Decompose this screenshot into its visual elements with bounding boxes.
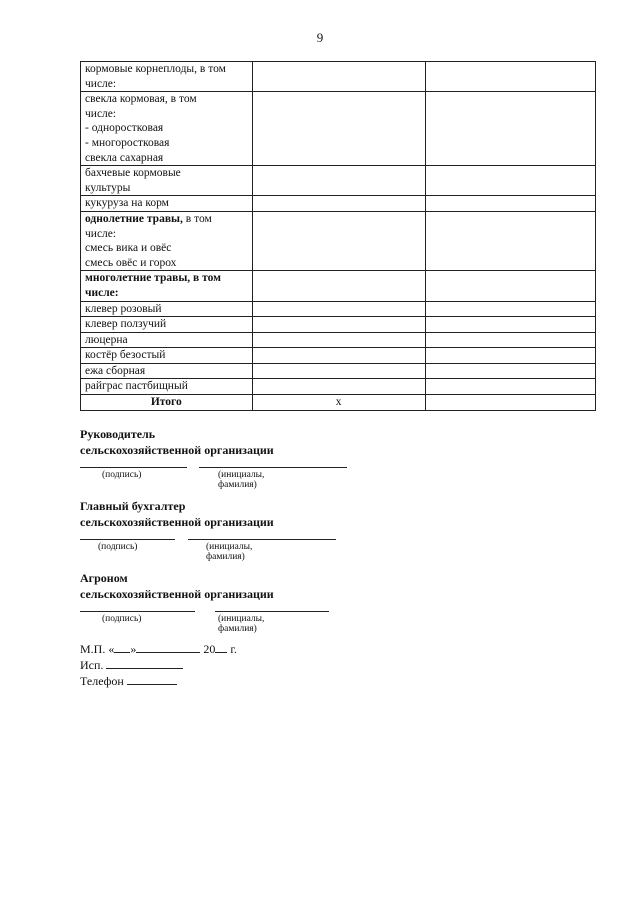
crops-table: [80, 61, 596, 411]
crops-table-body: [81, 62, 596, 411]
crop-name-cell: [81, 379, 253, 395]
year-suffix: г.: [230, 642, 237, 656]
accountant-name-line: [188, 539, 336, 540]
table-row: [81, 196, 596, 212]
crop-name-line: кукуруза на корм: [85, 197, 169, 210]
table-row: [81, 166, 596, 196]
mp-prefix: М.П. «: [80, 642, 115, 656]
crop-name-line: числе:: [85, 77, 117, 90]
crop-name-cell: [81, 317, 253, 333]
year-blank: [215, 641, 227, 653]
crop-name-line: числе:: [85, 286, 119, 299]
value-cell: [425, 92, 595, 166]
value-cell: [252, 196, 425, 212]
crop-name-cell: [81, 62, 253, 92]
total-value: x: [252, 395, 425, 411]
crop-name-cell: [81, 348, 253, 364]
table-row: [81, 348, 596, 364]
total-value: [425, 395, 595, 411]
day-blank: [114, 641, 130, 653]
table-row: [81, 62, 596, 92]
mp-mid: »: [130, 642, 137, 656]
agronomist-org: сельскохозяйственной организации: [80, 587, 274, 601]
value-cell: [252, 166, 425, 196]
value-cell: [252, 62, 425, 92]
value-cell: [252, 317, 425, 333]
total-row: [81, 395, 596, 411]
value-cell: [252, 92, 425, 166]
crop-name-line: числе:: [85, 107, 117, 120]
value-cell: [425, 211, 595, 270]
value-cell: [425, 166, 595, 196]
value-cell: [425, 317, 595, 333]
head-sign-line: [80, 467, 187, 468]
crop-name-line: райграс пастбищный: [85, 380, 188, 393]
crop-name-bold-part: однолетние травы,: [85, 212, 183, 225]
agronomist-name-line: [215, 611, 329, 612]
table-row: [81, 317, 596, 333]
crop-name-line: [85, 212, 248, 227]
crop-name-line: - многоростковая: [85, 136, 170, 149]
crop-name-cell: [81, 166, 253, 196]
crop-name-line: многолетние травы, в том: [85, 272, 222, 285]
value-cell: [425, 363, 595, 379]
crop-name-line: костёр безостый: [85, 349, 166, 362]
head-org: сельскохозяйственной организации: [80, 443, 274, 457]
table-row: [81, 363, 596, 379]
table-row: [81, 301, 596, 317]
head-sign-caption: (подпись): [102, 470, 142, 480]
accountant-sign-caption: (подпись): [98, 542, 138, 552]
phone-blank: [127, 673, 177, 685]
phone-line: [80, 673, 177, 689]
agronomist-name-caption: (инициалы, фамилия): [218, 614, 265, 634]
accountant-sign-line: [80, 539, 175, 540]
crop-name-line: смесь овёс и горох: [85, 256, 177, 269]
crop-name-line: числе:: [85, 227, 117, 240]
total-label: Итого: [81, 395, 253, 411]
value-cell: [425, 271, 595, 301]
crop-name-line: свекла кормовая, в том: [85, 93, 197, 106]
value-cell: [425, 379, 595, 395]
accountant-title: Главный бухгалтер: [80, 499, 186, 513]
crop-name-line: кормовые корнеплоды, в том: [85, 63, 226, 75]
crop-name-rest: в том: [182, 212, 212, 225]
executor-blank: [106, 657, 183, 669]
page-number: 9: [316, 30, 324, 45]
crop-name-cell: [81, 301, 253, 317]
crop-name-cell: [81, 92, 253, 166]
executor-label: Исп.: [80, 658, 104, 672]
crop-name-line: клевер ползучий: [85, 318, 167, 331]
crop-name-line: люцерна: [85, 333, 128, 346]
value-cell: [252, 301, 425, 317]
accountant-name-caption: (инициалы, фамилия): [206, 542, 253, 562]
value-cell: [252, 271, 425, 301]
value-cell: [425, 196, 595, 212]
table-row: [81, 92, 596, 166]
table-row: [81, 332, 596, 348]
agronomist-signature-block: [80, 570, 274, 602]
phone-label: Телефон: [80, 674, 124, 688]
crop-name-line: бахчевые кормовые: [85, 167, 181, 180]
value-cell: [425, 301, 595, 317]
table-row: [81, 379, 596, 395]
head-name-caption: (инициалы, фамилия): [218, 470, 265, 490]
value-cell: [252, 363, 425, 379]
value-cell: [252, 379, 425, 395]
agronomist-title: Агроном: [80, 571, 128, 585]
crop-name-cell: [81, 196, 253, 212]
value-cell: [252, 332, 425, 348]
crop-name-cell: [81, 211, 253, 270]
crop-name-line: - одноростковая: [85, 122, 164, 135]
crop-name-cell: [81, 271, 253, 301]
crop-name-line: смесь вика и овёс: [85, 242, 172, 255]
month-blank: [136, 641, 200, 653]
value-cell: [425, 348, 595, 364]
agronomist-sign-caption: (подпись): [102, 614, 142, 624]
head-title: Руководитель: [80, 427, 156, 441]
stamp-date-line: [80, 641, 237, 657]
table-row: [81, 211, 596, 270]
crop-name-cell: [81, 363, 253, 379]
accountant-signature-block: [80, 498, 274, 530]
crop-name-cell: [81, 332, 253, 348]
executor-line: [80, 657, 183, 673]
head-signature-block: [80, 426, 274, 458]
value-cell: [425, 332, 595, 348]
year-prefix: 20: [203, 642, 216, 656]
agronomist-sign-line: [80, 611, 195, 612]
accountant-org: сельскохозяйственной организации: [80, 515, 274, 529]
table-row: [81, 271, 596, 301]
value-cell: [252, 348, 425, 364]
crop-name-line: клевер розовый: [85, 302, 162, 315]
head-name-line: [199, 467, 347, 468]
value-cell: [252, 211, 425, 270]
value-cell: [425, 62, 595, 92]
crop-name-line: культуры: [85, 181, 131, 194]
crop-name-line: ежа сборная: [85, 364, 146, 377]
crop-name-line: свекла сахарная: [85, 151, 164, 164]
